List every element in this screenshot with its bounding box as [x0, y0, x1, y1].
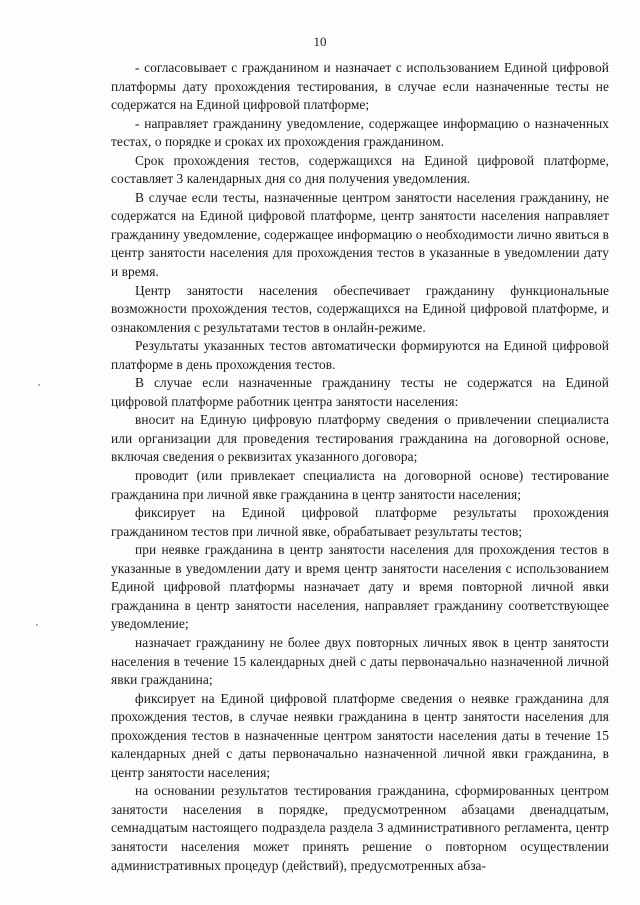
paragraph: вносит на Единую цифровую платформу сведения о привлечении специалиста или организации для проведения тестирования гражданина на договорной основе, включая сведения о реквизитах указанного договора;: [111, 412, 609, 465]
paragraph: фиксирует на Единой цифровой платформе результаты прохождения гражданином тестов при личной явке, обрабатывает результаты тестов;: [111, 505, 609, 539]
paragraph: - согласовывает с гражданином и назначает с использованием Единой цифровой платформы дату прохождения тестирования, в случае если назначенные тесты не содержатся на Единой цифровой платформе;: [111, 60, 609, 113]
paragraph: Срок прохождения тестов, содержащихся на Единой цифровой платформе, составляет 3 календарных дня со дня получения уведомления.: [111, 152, 609, 187]
paragraph: Результаты указанных тестов автоматически формируются на Единой цифровой платформе в день прохождения тестов.: [111, 338, 609, 372]
page-number: 10: [313, 34, 327, 49]
paragraph: при неявке гражданина в центр занятости населения для прохождения тестов в указанные в уведомлении дату и время центр занятости населения с использованием Единой цифровой платформы назначает дату и время повторной личной явки гражданина в центр занятости населения, направляет гражданину соответствующее уведомление;: [111, 542, 609, 632]
paragraph: на основании результатов тестирования гражданина, сформированных центром занятости населения в порядке, предусмотренном абзацами двенадцатым, семнадцатым настоящего подраздела раздела 3 административного регламента, центр занятости населения может принять решение о повторном осуществлении административных процедур (действий), предусмотренных абза-: [111, 783, 609, 873]
paragraph: В случае если назначенные гражданину тесты не содержатся на Единой цифровой платформе работник центра занятости населения:: [111, 375, 609, 409]
paragraph: фиксирует на Единой цифровой платформе сведения о неявке гражданина для прохождения тестов, в случае неявки гражданина в центр занятости населения для прохождения тестов в назначенные центром занятости населения даты в течение 15 календарных дней с даты первоначально назначенной личной явки гражданина, в центр занятости населения;: [111, 690, 609, 780]
document-body: [111, 59, 609, 875]
paragraph: назначает гражданину не более двух повторных личных явок в центр занятости населения в течение 15 календарных дней с даты первоначально назначенной личной явки гражданина;: [111, 634, 609, 688]
paragraph: В случае если тесты, назначенные центром занятости населения гражданину, не содержатся на Единой цифровой платформе, центр занятости населения направляет гражданину уведомление, содержащее информацию о необходимости лично явиться в центр занятости населения для прохождения тестов в указанные в уведомлении дату и время.: [111, 189, 609, 280]
paragraph: - направляет гражданину уведомление, содержащее информацию о назначенных тестах, о порядке и сроках их прохождения гражданином.: [111, 115, 609, 150]
paragraph: проводит (или привлекает специалиста на договорной основе) тестирование гражданина при личной явке гражданина в центр занятости населения;: [111, 468, 609, 502]
scan-speck: [36, 624, 38, 626]
paragraph: Центр занятости населения обеспечивает гражданину функциональные возможности прохождения тестов, содержащихся на Единой цифровой платформе, и ознакомления с результатами тестов в онлайн-режиме.: [111, 282, 609, 335]
scan-speck: [38, 384, 40, 386]
